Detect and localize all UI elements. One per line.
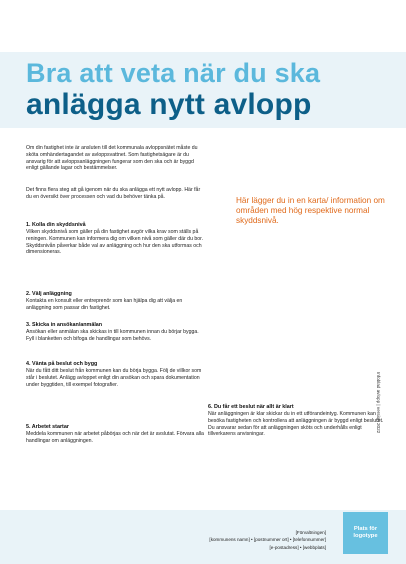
section-6	[208, 404, 388, 438]
logo-placeholder	[343, 512, 388, 554]
footer-line-department: [Förvaltningen]	[295, 530, 326, 535]
section-text: När du fått ditt beslut från kommunen kan du börja bygga. Följ de villkor som står i beslutet. Anlägg avloppet enligt din ansökan och spara dokumentation under byggtiden, till exempel fotografier.	[26, 368, 202, 388]
section-text: När anläggningen är klar skickar du in ett utförandeintyg. Kommunen kan besöka fastigheten och kontrollera att anläggningen är byggd enligt beslutet. Du ansvarar sedan för att anläggningen sköts och underhålls enligt tillverkarens anvisningar.	[208, 411, 384, 438]
map-placeholder-note: Här lägger du in en karta/ information om områden med hög respektive normal skyddsnivå.	[236, 196, 385, 225]
section-text: Meddela kommunen när arbetet påbörjas och när det är avslutat. Förvara alla handlingar om anläggningen.	[26, 431, 204, 444]
section-heading: 5. Arbetet startar	[26, 424, 69, 430]
footer-line-web: [e-postadress] • [webbplats]	[269, 544, 326, 550]
section-text: Vilken skyddsnivå som gäller på din fastighet avgör vilka krav som ställs på reningen. Kommunen kan informera dig om vilken nivå som gäller där du bor. Skyddsnivån påverkar både val av anläggning och hur den ska utformas och dimensioneras.	[26, 229, 204, 256]
section-heading: 1. Kolla din skyddsnivå	[26, 222, 86, 228]
page-title-line-1: Bra att veta när du ska	[26, 58, 321, 88]
section-2	[26, 291, 206, 312]
lead-paragraph: Det finns flera steg att gå igenom när du ska anlägga ett nytt avlopp. Här får du en översikt över processen och vad du behöver tänka på.	[26, 187, 201, 200]
section-heading: 4. Vänta på beslut och bygg	[26, 361, 98, 367]
section-heading: 2. Välj anläggning	[26, 291, 72, 297]
footer-line-address: [kommunens namn] • [postnummer ort] • [telefonnummer]	[209, 537, 326, 543]
section-text: Ansökan eller anmälan ska skickas in till kommunen innan du börjar bygga. Fyll i blanketten och bifoga de handlingar som behövs.	[26, 329, 199, 342]
footer-contact	[106, 529, 326, 551]
page-title-line-2: anlägga nytt avlopp	[26, 88, 312, 121]
section-5	[26, 424, 206, 445]
section-text: Kontakta en konsult eller entreprenör som kan hjälpa dig att välja en anläggning som passar din fastighet.	[26, 298, 183, 311]
side-vertical-text: Infoblad avlopp | version 2022	[376, 372, 381, 434]
section-1	[26, 222, 206, 256]
logo-placeholder-label: Plats för logotype	[353, 526, 378, 539]
section-heading: 6. Du får ett beslut när allt är klart	[208, 404, 294, 410]
section-4	[26, 361, 206, 388]
section-heading: 3. Skicka in ansökan/anmälan	[26, 322, 103, 328]
section-3	[26, 322, 206, 343]
intro-paragraph: Om din fastighet inte är ansluten till det kommunala avloppsnätet måste du sköta omhändertagandet av avloppsvattnet. Som fastighetsägare är du ansvarig för att avloppsanläggningen fungerar som den ska och är byggd enligt gällande lagar och bestämmelser.	[26, 145, 198, 172]
